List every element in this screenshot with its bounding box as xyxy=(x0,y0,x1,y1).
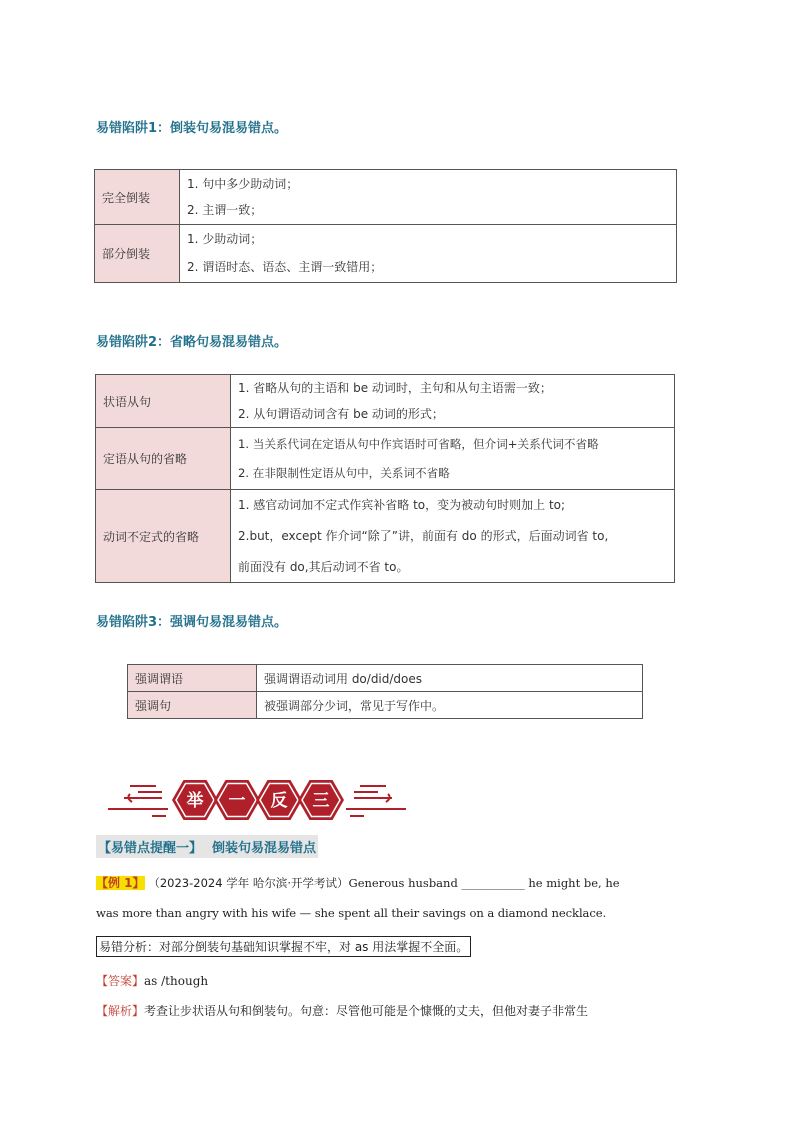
row-label: 状语从句 xyxy=(96,375,231,428)
table-row xyxy=(128,665,643,692)
answer-line xyxy=(96,970,208,989)
item: 1. 感官动词加不定式作宾补省略 to，变为被动句时则加上 to; xyxy=(238,497,566,512)
error-analysis-box: 易错分析：对部分倒装句基础知识掌握不牢，对 as 用法掌握不全面。 xyxy=(96,936,471,957)
reminder-title: 倒装句易混易错点 xyxy=(212,841,317,856)
item: 2. 在非限制性定语从句中，关系词不省略 xyxy=(238,465,450,480)
item: 1. 少助动词； xyxy=(187,231,263,246)
row-content xyxy=(180,225,677,283)
row-content xyxy=(231,490,675,583)
row-label: 部分倒装 xyxy=(95,225,180,283)
example-text-1: Generous husband ___________ he might be, he xyxy=(348,876,620,890)
item: 2.but，except 作介词“除了”讲，前面有 do 的形式，后面动词省 to, xyxy=(238,528,609,543)
row-content: 强调谓语动词用 do/did/does xyxy=(257,665,643,692)
banner-char: 三 xyxy=(312,791,330,811)
table-row xyxy=(96,490,675,583)
right-swirl-ornament xyxy=(346,776,408,824)
row-content xyxy=(180,170,677,225)
row-label: 强调谓语 xyxy=(128,665,257,692)
table-row xyxy=(128,692,643,719)
banner-char: 举 xyxy=(186,791,204,811)
trap3-table xyxy=(127,664,643,719)
table-row xyxy=(95,170,677,225)
trap1-heading: 易错陷阱1：倒装句易混易错点。 xyxy=(96,121,288,136)
banner-char: 反 xyxy=(270,791,288,811)
example-source: （2023-2024 学年 哈尔滨·开学考试） xyxy=(148,876,349,890)
table-row xyxy=(96,375,675,428)
item: 2. 从句谓语动词含有 be 动词的形式； xyxy=(238,407,444,421)
item: 1. 句中多少助动词； xyxy=(187,177,299,191)
row-label: 动词不定式的省略 xyxy=(96,490,231,583)
trap1-table xyxy=(94,169,677,283)
item: 1. 当关系代词在定语从句中作宾语时可省略，但介词+关系代词不省略 xyxy=(238,436,599,451)
trap2-table xyxy=(95,374,675,583)
row-content: 被强调部分少词，常见于写作中。 xyxy=(257,692,643,719)
answer-tag: 【答案】 xyxy=(96,974,145,988)
item: 2. 主谓一致； xyxy=(187,203,263,217)
trap2-heading: 易错陷阱2：省略句易混易错点。 xyxy=(96,335,288,350)
row-content xyxy=(231,428,675,490)
reminder-heading xyxy=(96,835,318,858)
item: 1. 省略从句的主语和 be 动词时，主句和从句主语需一致； xyxy=(238,381,552,395)
item: 前面没有 do,其后动词不省 to。 xyxy=(238,559,409,574)
left-swirl-ornament xyxy=(108,776,170,824)
analysis-tag: 【解析】 xyxy=(96,1004,145,1018)
item: 2. 谓语时态、语态、主谓一致错用； xyxy=(187,259,383,274)
analysis-line xyxy=(96,1002,588,1019)
row-label: 定语从句的省略 xyxy=(96,428,231,490)
row-label: 强调句 xyxy=(128,692,257,719)
table-row xyxy=(95,225,677,283)
answer-text: as /though xyxy=(144,974,209,988)
table-row xyxy=(96,428,675,490)
example-line-1 xyxy=(96,874,620,891)
example-tag: 【例 1】 xyxy=(96,876,145,890)
row-content xyxy=(231,375,675,428)
analysis-text: 考查让步状语从句和倒装句。句意：尽管他可能是个慷慨的丈夫，但他对妻子非常生 xyxy=(144,1004,589,1018)
banner-char: 一 xyxy=(228,791,246,811)
section-banner xyxy=(108,776,406,824)
trap3-heading: 易错陷阱3：强调句易混易错点。 xyxy=(96,615,288,630)
example-line-2: was more than angry with his wife — she spent all their savings on a diamond necklace. xyxy=(96,906,607,920)
row-label: 完全倒装 xyxy=(95,170,180,225)
banner-hexagons xyxy=(172,778,348,824)
reminder-tag: 【易错点提醒一】 xyxy=(98,841,203,856)
